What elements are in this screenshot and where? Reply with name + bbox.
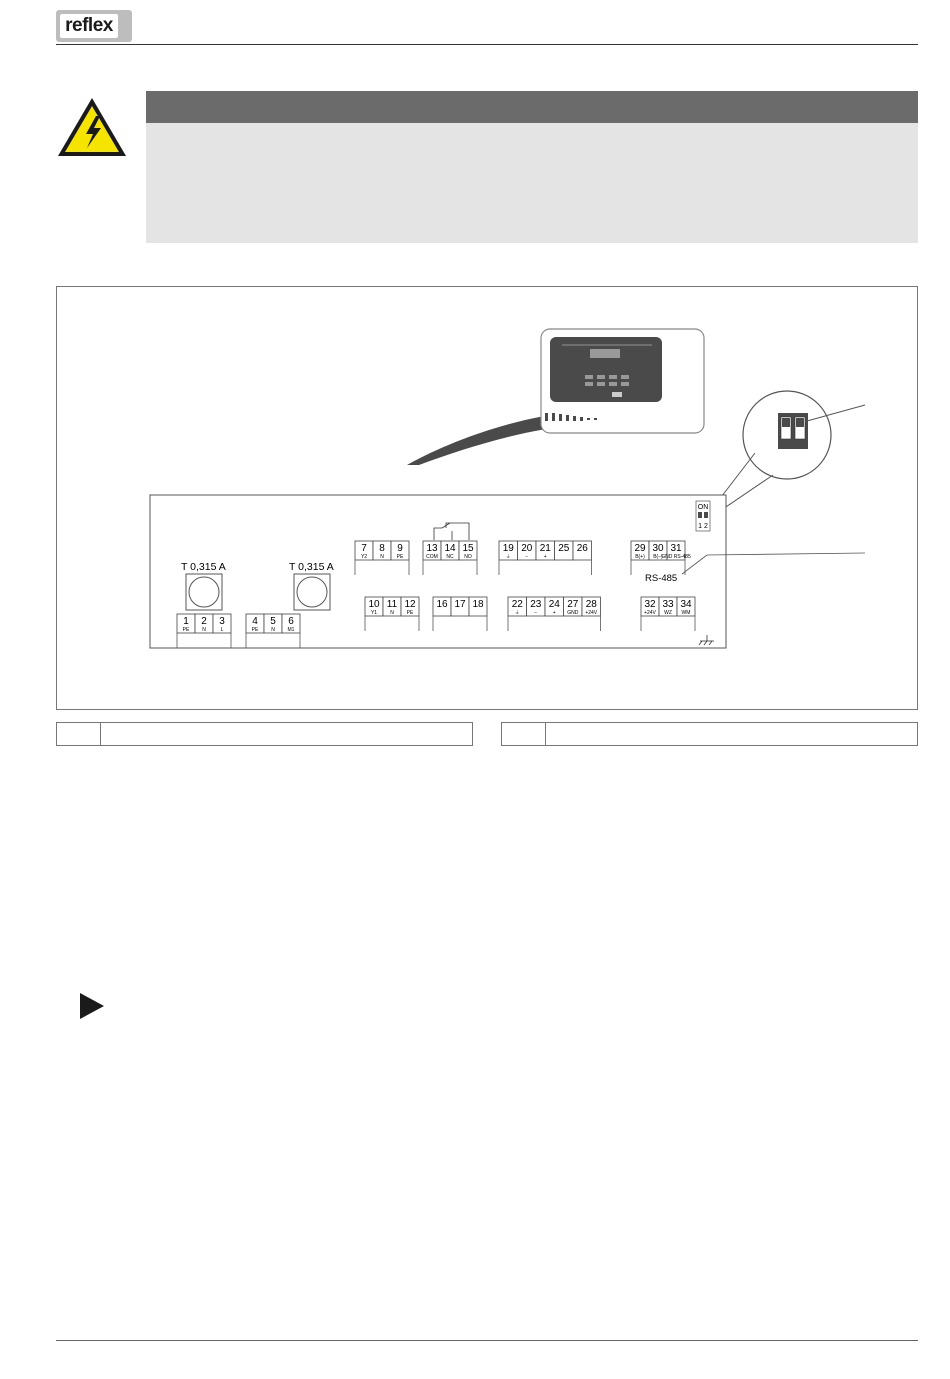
terminal-number: 10	[368, 599, 380, 610]
terminal-number: 7	[361, 543, 367, 554]
terminal-label: WM	[681, 610, 691, 616]
fuse-right	[297, 577, 327, 607]
controller-device	[407, 329, 704, 465]
terminal-number: 32	[644, 599, 656, 610]
terminal-number: 31	[670, 543, 682, 554]
terminal-number: 25	[558, 543, 570, 554]
rs485-label: RS-485	[645, 573, 678, 584]
terminal-number: 8	[379, 543, 385, 554]
terminal-label: PE	[406, 610, 414, 616]
terminal-label: −	[525, 554, 529, 560]
terminal-number: 16	[436, 599, 448, 610]
fuse-left	[189, 577, 219, 607]
terminal-label: PE	[396, 554, 404, 560]
terminal-number: 23	[530, 599, 542, 610]
terminal-label: +	[552, 610, 556, 616]
terminal-number: 9	[397, 543, 403, 554]
terminal-label: Y2	[360, 554, 368, 560]
terminal-label: N	[380, 554, 384, 560]
terminal-number: 17	[454, 599, 466, 610]
dip-on-label: ON	[697, 504, 709, 511]
terminal-number: 19	[502, 543, 514, 554]
terminal-number: 5	[270, 616, 276, 627]
warning-header	[146, 91, 918, 123]
terminal-number: 12	[404, 599, 416, 610]
warning-body	[146, 123, 918, 243]
terminal-label: ⏚	[505, 554, 511, 560]
terminal-label: M1	[287, 627, 295, 633]
terminal-label: B(+)	[635, 554, 645, 560]
terminal-number: 24	[548, 599, 560, 610]
terminal-number: 18	[472, 599, 484, 610]
terminal-number: 26	[576, 543, 588, 554]
terminal-label: NO	[464, 554, 472, 560]
terminal-number: 13	[426, 543, 438, 554]
terminal-number: 1	[183, 616, 189, 627]
wiring-figure	[56, 286, 918, 710]
terminal-label: −	[534, 610, 538, 616]
play-arrow-icon	[80, 993, 104, 1019]
footer-divider	[56, 1340, 918, 1341]
legend-row-right	[501, 722, 918, 746]
terminal-number: 29	[634, 543, 646, 554]
terminal-label: N	[202, 627, 206, 633]
legend-row-left	[56, 722, 473, 746]
terminal-label: GND RS-485	[661, 554, 691, 560]
terminal-board	[150, 495, 726, 648]
terminal-number: 14	[444, 543, 456, 554]
terminal-number: 3	[219, 616, 225, 627]
fuse-right-label: T 0,315 A	[289, 561, 334, 573]
terminal-label: L	[220, 627, 224, 633]
terminal-label: +24V	[585, 610, 598, 616]
dip-numbers: 1 2	[698, 523, 708, 530]
terminal-label: PE	[182, 627, 190, 633]
terminal-number: 6	[288, 616, 294, 627]
terminal-number: 28	[585, 599, 597, 610]
legend-number-cell	[502, 723, 546, 745]
warning-electric-icon	[56, 96, 128, 158]
terminal-number: 21	[539, 543, 551, 554]
header-divider	[56, 44, 918, 45]
terminal-number: 15	[462, 543, 474, 554]
terminal-label: +24V	[644, 610, 656, 616]
legend-number-cell	[57, 723, 101, 745]
terminal-number: 34	[680, 599, 692, 610]
terminal-number: 27	[567, 599, 579, 610]
terminal-number: 33	[662, 599, 674, 610]
logo-text: reflex	[60, 14, 118, 38]
terminal-number: 2	[201, 616, 207, 627]
terminal-label: Y1	[370, 610, 378, 616]
terminal-label: PE	[251, 627, 259, 633]
terminal-label: NC	[446, 554, 454, 560]
fuse-left-label: T 0,315 A	[181, 561, 226, 573]
dip-switch-magnifier	[715, 391, 865, 513]
terminal-label: ⏚	[514, 610, 520, 616]
terminal-number: 11	[386, 599, 398, 610]
terminal-label: WZ	[664, 610, 672, 616]
terminal-label: GND	[567, 610, 579, 616]
terminal-label: N	[271, 627, 275, 633]
terminal-label: COM	[426, 554, 438, 560]
terminal-label: B(−)	[653, 554, 663, 560]
terminal-label: +	[543, 554, 547, 560]
terminal-label: N	[390, 610, 394, 616]
terminal-number: 20	[521, 543, 533, 554]
wiring-diagram	[57, 287, 919, 711]
terminal-number: 22	[511, 599, 523, 610]
terminal-number: 4	[252, 616, 258, 627]
terminal-number: 30	[652, 543, 664, 554]
brand-logo	[56, 10, 132, 42]
